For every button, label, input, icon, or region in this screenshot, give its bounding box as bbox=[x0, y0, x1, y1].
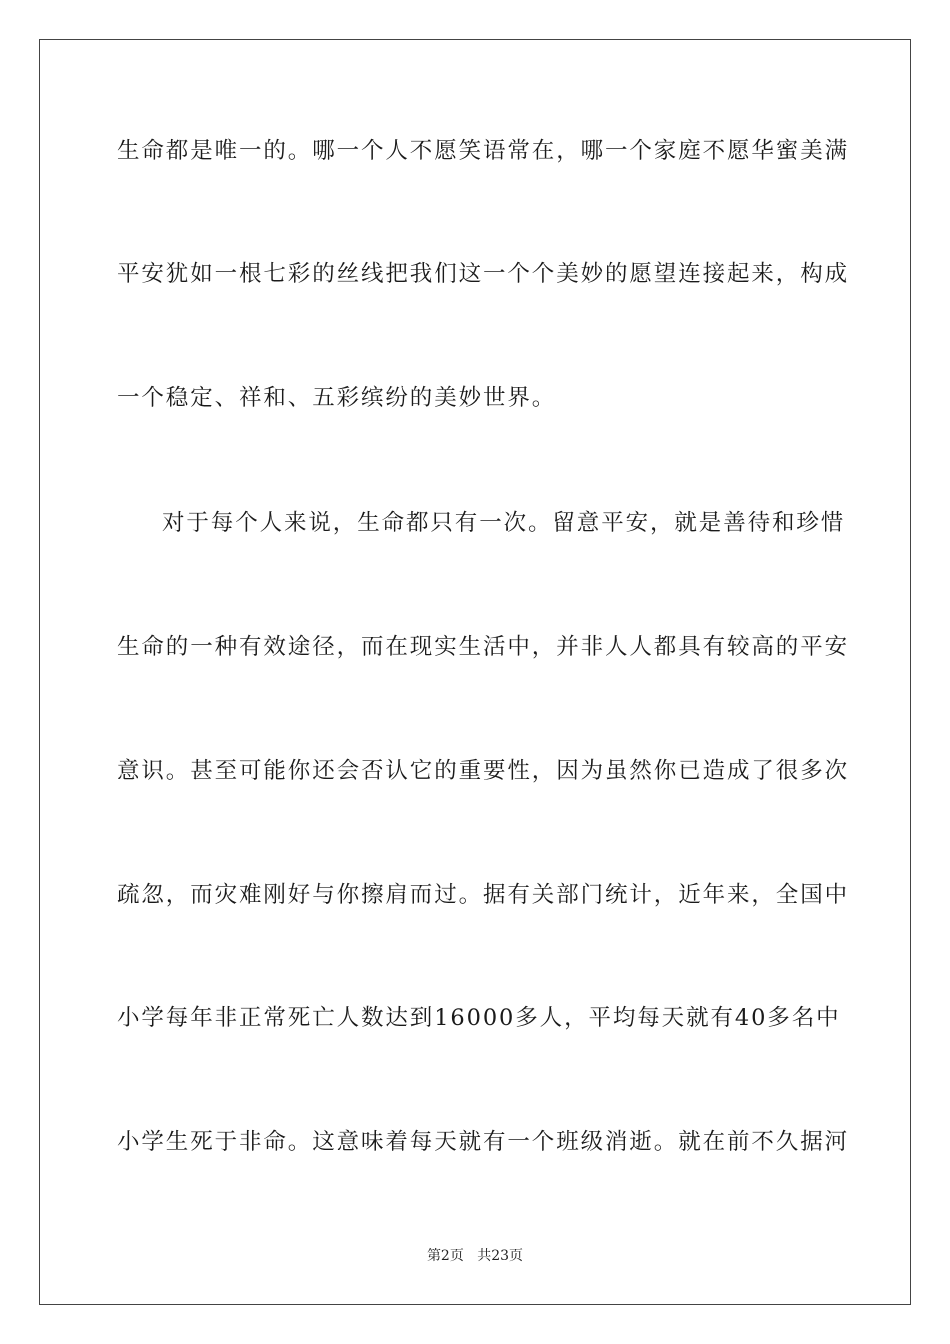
body-text-line: 意识。甚至可能你还会否认它的重要性，因为虽然你已造成了很多次 bbox=[117, 758, 850, 784]
body-text-line: 生命的一种有效途径，而在现实生活中，并非人人都具有较高的平安 bbox=[117, 634, 850, 660]
body-text-line: 疏忽，而灾难刚好与你擦肩而过。据有关部门统计，近年来，全国中 bbox=[117, 882, 850, 908]
page-number: 第2页 bbox=[426, 1248, 464, 1264]
body-text-line: 一个稳定、祥和、五彩缤纷的美妙世界。 bbox=[117, 385, 557, 411]
page-footer bbox=[0, 1247, 950, 1265]
body-text-line: 生命都是唯一的。哪一个人不愿笑语常在，哪一个家庭不愿华蜜美满 bbox=[117, 138, 850, 164]
body-text-line: 小学生死于非命。这意味着每天就有一个班级消逝。就在前不久据河 bbox=[117, 1129, 850, 1155]
paragraph-first-line: 对于每个人来说，生命都只有一次。留意平安，就是善待和珍惜 bbox=[162, 510, 846, 536]
body-text-line: 平安犹如一根七彩的丝线把我们这一个个美妙的愿望连接起来，构成 bbox=[117, 261, 850, 287]
page-border bbox=[39, 39, 911, 1305]
total-pages: 共23页 bbox=[477, 1248, 524, 1264]
body-text-line: 小学每年非正常死亡人数达到16000多人，平均每天就有40多名中 bbox=[117, 1005, 841, 1031]
